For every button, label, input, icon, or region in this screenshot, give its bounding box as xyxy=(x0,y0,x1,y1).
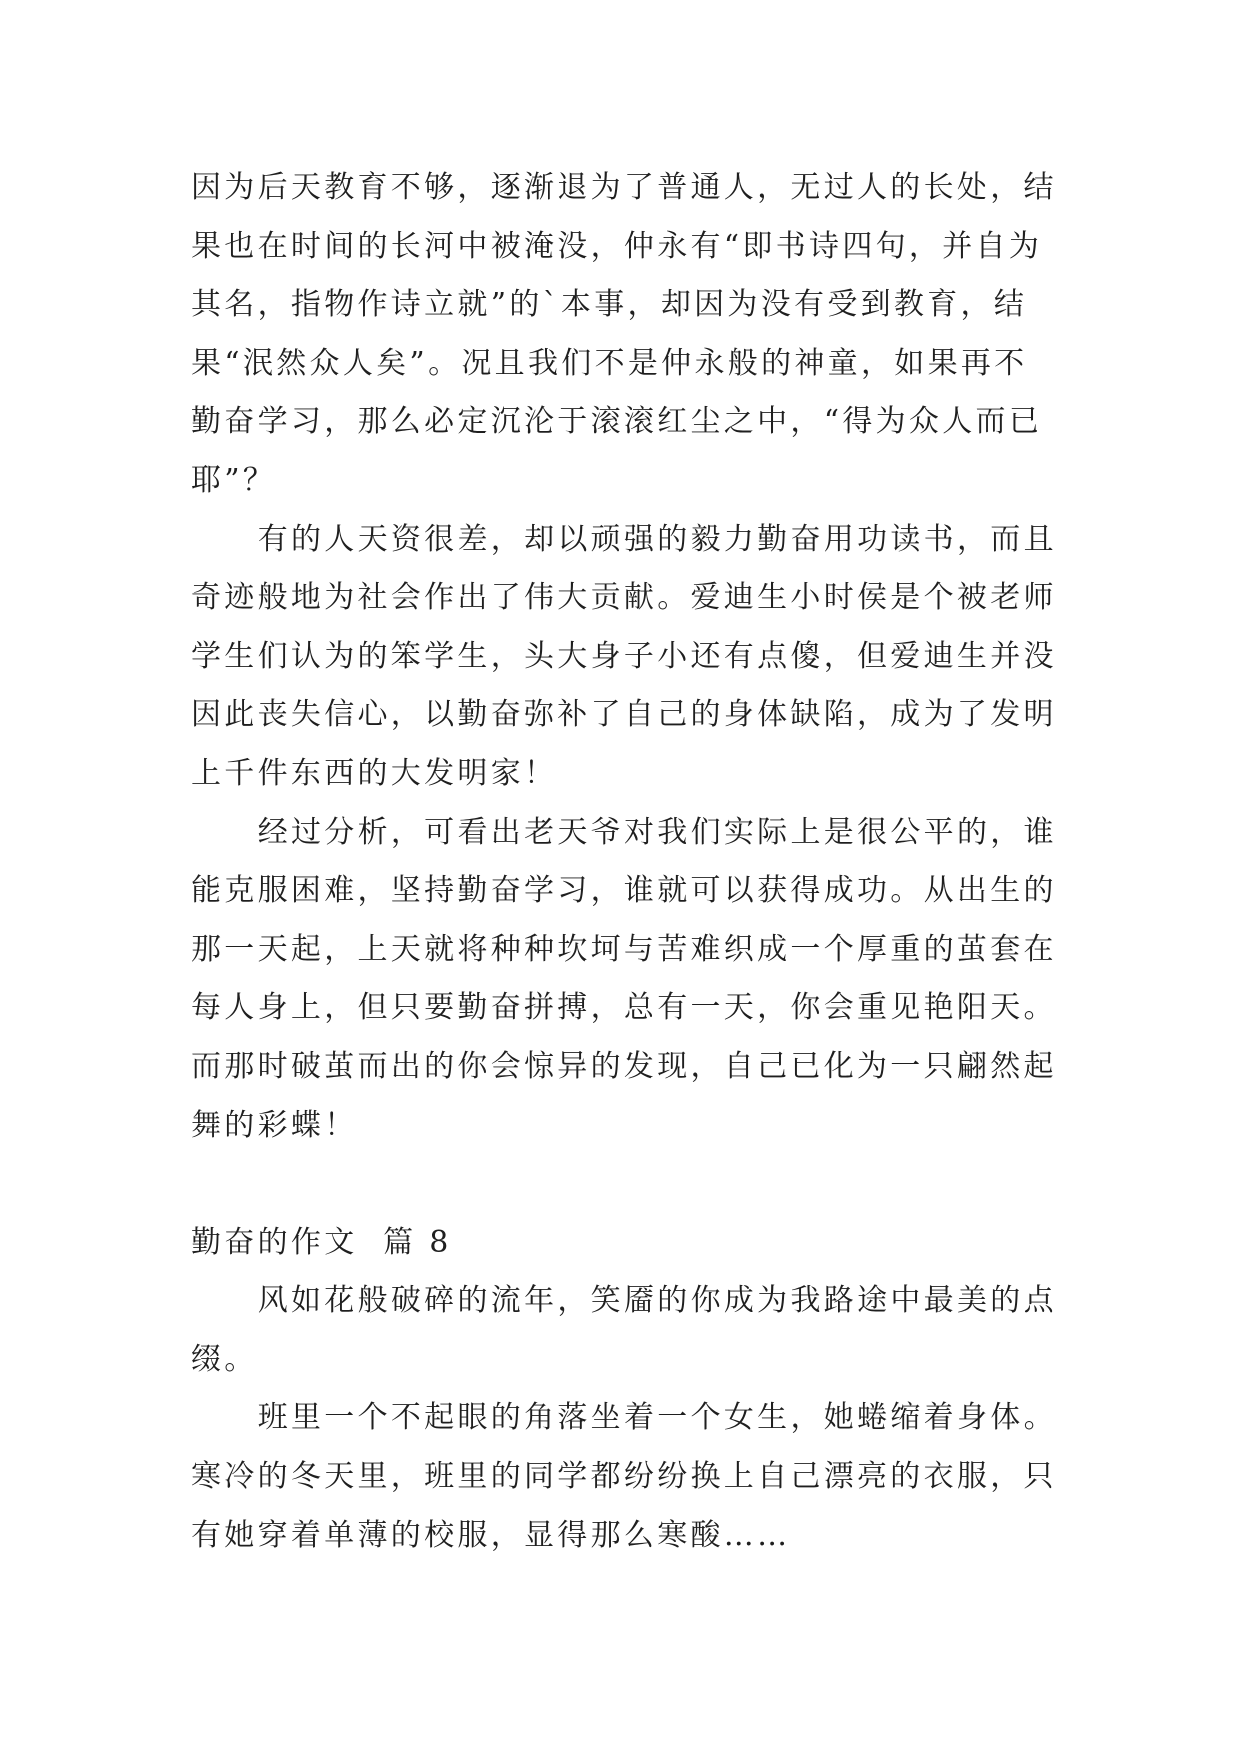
text-line: 奇迹般地为社会作出了伟大贡献。爱迪生小时侯是个被老师 xyxy=(191,580,1057,616)
paragraph xyxy=(191,1272,1061,1389)
text-line: 而那时破茧而出的你会惊异的发现，自己已化为一只翩然起 xyxy=(191,1048,1057,1084)
text-line: 果“泯然众人矣”。况且我们不是仲永般的神童，如果再不 xyxy=(191,345,1028,381)
document-body xyxy=(191,159,1061,1565)
text-line: 寒冷的冬天里，班里的同学都纷纷换上自己漂亮的衣服，只 xyxy=(191,1459,1057,1495)
paragraph xyxy=(191,804,1061,1156)
text-line: 果也在时间的长河中被淹没，仲永有“即书诗四句，并自为 xyxy=(191,228,1043,264)
section-continued xyxy=(191,159,1061,1155)
text-line: 勤奋学习，那么必定沉沦于滚滚红尘之中，“得为众人而已 xyxy=(191,404,1043,440)
section-essay-8 xyxy=(191,1214,1061,1566)
text-line: 每人身上，但只要勤奋拼搏，总有一天，你会重见艳阳天。 xyxy=(191,990,1057,1026)
text-line: 风如花般破碎的流年，笑靥的你成为我路途中最美的点 xyxy=(257,1283,1057,1319)
section-gap xyxy=(191,1155,1061,1214)
text-line: 上千件东西的大发明家！ xyxy=(191,755,558,791)
text-line: 有的人天资很差，却以顽强的毅力勤奋用功读书，而且 xyxy=(257,521,1057,557)
section-heading: 勤奋的作文 篇 8 xyxy=(191,1224,452,1260)
paragraph xyxy=(191,511,1061,804)
text-line: 因此丧失信心，以勤奋弥补了自己的身体缺陷，成为了发明 xyxy=(191,697,1057,733)
paragraph xyxy=(191,159,1061,511)
text-line: 缀。 xyxy=(191,1341,258,1377)
text-line: 其名，指物作诗立就”的`本事，却因为没有受到教育，结 xyxy=(191,287,1028,323)
text-line: 班里一个不起眼的角落坐着一个女生，她蜷缩着身体。 xyxy=(257,1400,1057,1436)
text-line: 那一天起，上天就将种种坎坷与苦难织成一个厚重的茧套在 xyxy=(191,931,1057,967)
text-line: 学生们认为的笨学生，头大身子小还有点傻，但爱迪生并没 xyxy=(191,638,1057,674)
text-line: 经过分析，可看出老天爷对我们实际上是很公平的，谁 xyxy=(257,814,1057,850)
text-line: 耶”？ xyxy=(191,462,277,498)
text-line: 有她穿着单薄的校服，显得那么寒酸…… xyxy=(191,1517,791,1553)
text-line: 能克服困难，坚持勤奋学习，谁就可以获得成功。从出生的 xyxy=(191,873,1057,909)
paragraph xyxy=(191,1389,1061,1565)
text-line: 舞的彩蝶！ xyxy=(191,1107,358,1143)
text-line: 因为后天教育不够，逐渐退为了普通人，无过人的长处，结 xyxy=(191,170,1057,205)
